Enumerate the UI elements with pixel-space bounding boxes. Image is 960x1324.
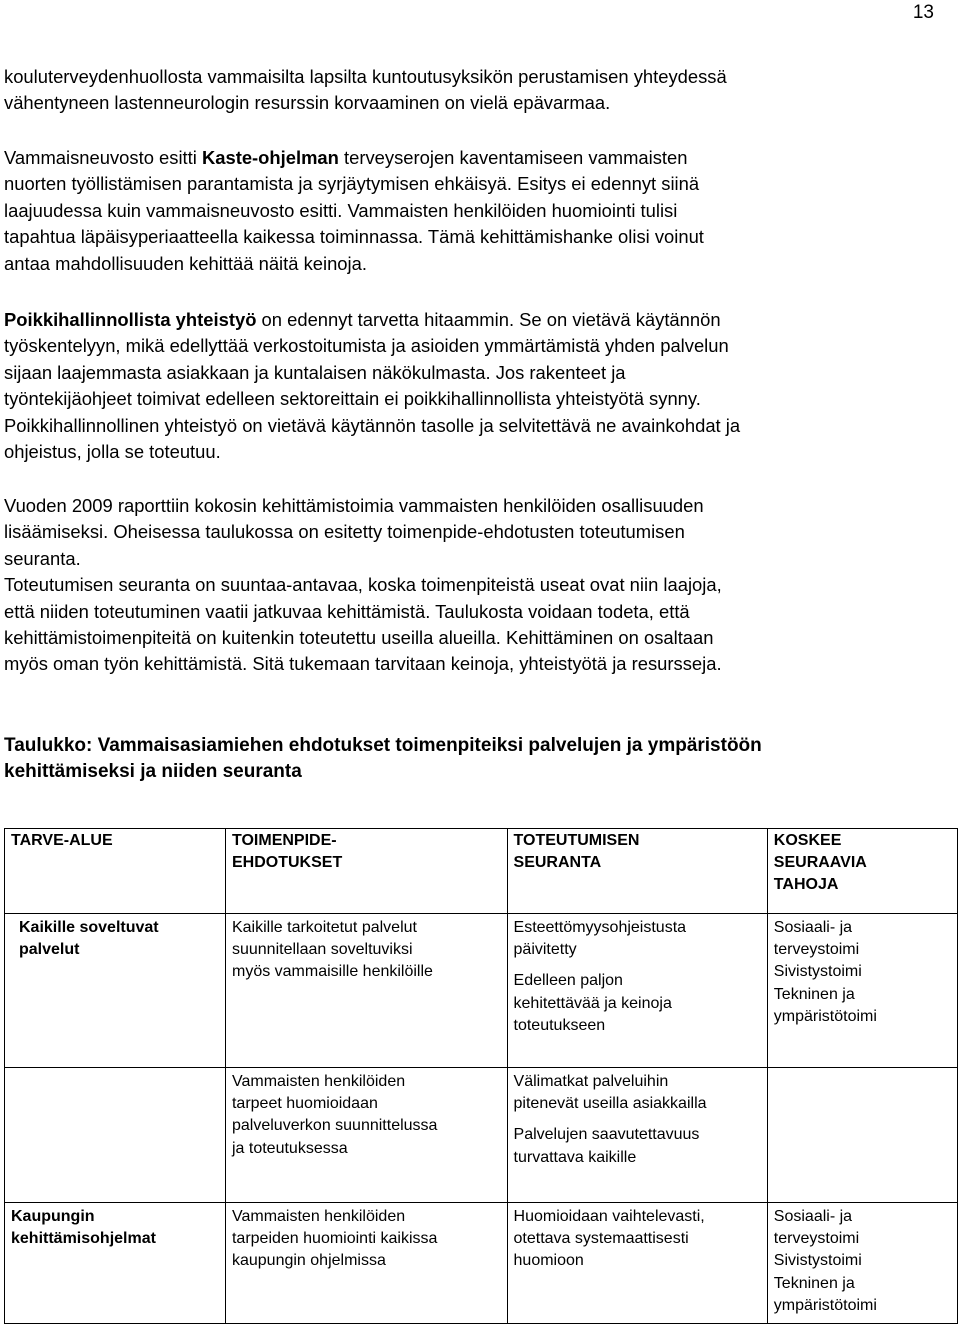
text-line: myös oman työn kehittämistä. Sitä tukemaan tarvitaan keinoja, yhteistyötä ja resursseja. — [4, 653, 722, 675]
cell-text: suunnitellaan soveltuviksi — [231, 941, 413, 959]
page-number: 13 — [912, 2, 934, 23]
cell-followup — [507, 914, 767, 1068]
cell-text: terveystoimi — [773, 941, 860, 959]
cell-text: Tekninen ja — [773, 985, 855, 1003]
cell-text: Tekninen ja — [773, 1274, 855, 1292]
paragraph-3 — [4, 307, 939, 465]
text-segment: Vammaisneuvosto esitti — [4, 147, 202, 168]
cell-text: Vammaisten henkilöiden — [231, 1208, 406, 1225]
table-row — [5, 1203, 958, 1324]
cell-text: Kaikille soveltuvat — [19, 919, 159, 936]
cell-text: myös vammaisille henkilöille — [231, 963, 433, 981]
header-text: SEURAAVIA — [773, 854, 867, 872]
cell-text: Kaikille tarkoitetut palvelut — [231, 919, 417, 936]
cell-text: Palvelujen saavutettavuus — [513, 1126, 700, 1144]
cell-text: kaupungin ohjelmissa — [231, 1252, 386, 1270]
table-row — [5, 1068, 958, 1203]
cell-text: ympäristötoimi — [773, 1296, 877, 1314]
header-text: TARVE-ALUE — [11, 832, 113, 849]
header-area — [5, 829, 226, 914]
header-text: EHDOTUKSET — [231, 854, 343, 872]
cell-text: ympäristötoimi — [773, 1007, 877, 1025]
table-title — [4, 733, 939, 786]
text-line: että niiden toteutuminen vaatii jatkuvaa kehittämistä. Taulukosta voidaan todeta, että — [4, 600, 690, 622]
cell-text: Esteettömyysohjeistusta — [513, 919, 687, 936]
cell-text: Sivistystoimi — [773, 1252, 862, 1270]
cell-text: huomioon — [513, 1252, 584, 1270]
text-line — [4, 145, 939, 171]
cell-proposal — [225, 1203, 507, 1324]
cell-area — [5, 1068, 226, 1203]
cell-parties — [767, 1203, 957, 1324]
bold-term-poikkihallinnollista: Poikkihallinnollista yhteistyö — [4, 309, 257, 330]
cell-text: ja toteutuksessa — [231, 1139, 348, 1157]
followup-table — [4, 828, 958, 1324]
header-text: TAHOJA — [773, 876, 839, 894]
cell-text: Edelleen paljon — [513, 972, 623, 990]
cell-text: Sosiaali- ja — [773, 1208, 853, 1225]
text-line: lisäämiseksi. Oheisessa taulukossa on esitetty toimenpide-ehdotusten toteutumisen — [4, 521, 685, 543]
cell-text: terveystoimi — [773, 1230, 860, 1248]
paragraph-1 — [4, 64, 939, 117]
paragraph-2 — [4, 145, 939, 277]
text-line: kehittämistoimenpiteitä on kuitenkin toteutettu useilla alueilla. Kehittäminen on osaltaan — [4, 627, 714, 649]
cell-text: kehitettävää ja keinoja — [513, 994, 672, 1012]
cell-proposal — [225, 914, 507, 1068]
text-segment: on edennyt tarvetta hitaammin. Se on vietävä käytännön — [256, 309, 721, 330]
cell-text: Välimatkat palveluihin — [513, 1073, 669, 1090]
cell-text: otettava systemaattisesti — [513, 1230, 689, 1248]
cell-parties — [767, 914, 957, 1068]
cell-text: Kaupungin — [11, 1208, 95, 1225]
paragraph-4 — [4, 493, 939, 678]
cell-text: Sivistystoimi — [773, 963, 862, 981]
table-row — [5, 914, 958, 1068]
table-header-row — [5, 829, 958, 914]
header-text: TOIMENPIDE- — [231, 832, 337, 849]
cell-proposal — [225, 1068, 507, 1203]
text-line: kouluterveydenhuollosta vammaisilta lapsilta kuntoutusyksikön perustamisen yhteydessä — [4, 66, 727, 87]
cell-text: tarpeet huomioidaan — [231, 1095, 378, 1113]
cell-area — [5, 1203, 226, 1324]
text-line: tapahtua läpäisyperiaatteella kaikessa toiminnassa. Tämä kehittämishanke olisi voinut — [4, 226, 704, 248]
cell-area — [5, 914, 226, 1068]
header-parties — [767, 829, 957, 914]
text-segment: terveyserojen kaventamiseen vammaisten — [338, 147, 688, 168]
text-line: sijaan laajemmasta asiakkaan ja kuntalaisen näkökulmasta. Jos rakenteet ja — [4, 361, 626, 383]
table-title-line: kehittämiseksi ja niiden seuranta — [4, 761, 302, 783]
cell-text: palveluverkon suunnittelussa — [231, 1117, 438, 1135]
cell-parties — [767, 1068, 957, 1203]
cell-followup — [507, 1203, 767, 1324]
cell-text: pitenevät useilla asiakkailla — [513, 1095, 707, 1113]
cell-text: turvattava kaikille — [513, 1148, 637, 1166]
header-followup — [507, 829, 767, 914]
cell-text: päivitetty — [513, 941, 577, 959]
cell-text: Vammaisten henkilöiden — [231, 1073, 406, 1090]
text-line: antaa mahdollisuuden kehittää näitä keinoja. — [4, 252, 367, 274]
cell-text: Huomioidaan vaihtelevasti, — [513, 1208, 705, 1225]
text-line: Vuoden 2009 raporttiin kokosin kehittämistoimia vammaisten henkilöiden osallisuuden — [4, 495, 704, 516]
table-title-line: Taulukko: Vammaisasiamiehen ehdotukset toimenpiteiksi palvelujen ja ympäristöön — [4, 735, 762, 756]
cell-followup — [507, 1068, 767, 1203]
text-line: seuranta. — [4, 547, 81, 569]
cell-text: palvelut — [19, 941, 80, 959]
text-line: työntekijäohjeet toimivat edelleen sektoreittain ei poikkihallinnollista yhteistyötä synny. — [4, 388, 701, 410]
text-line: ohjeistus, jolla se toteutuu. — [4, 441, 221, 463]
text-line: Poikkihallinnollinen yhteistyö on vietävä käytännön tasolle ja selvitettävä ne avainkohdat ja — [4, 414, 741, 436]
cell-text: toteutukseen — [513, 1016, 606, 1034]
header-text: KOSKEE — [773, 832, 842, 849]
cell-text: kehittämisohjelmat — [11, 1230, 156, 1248]
header-text: SEURANTA — [513, 854, 602, 872]
cell-text: Sosiaali- ja — [773, 919, 853, 936]
cell-text: tarpeiden huomiointi kaikissa — [231, 1230, 438, 1248]
text-line: Toteutumisen seuranta on suuntaa-antavaa, koska toimenpiteistä useat ovat niin laajoja, — [4, 574, 722, 596]
text-line: nuorten työllistämisen parantamista ja syrjäytymisen ehkäisyä. Esitys ei edennyt siinä — [4, 173, 700, 195]
bold-term-kaste: Kaste-ohjelman — [201, 147, 339, 168]
text-line — [4, 307, 939, 333]
header-text: TOTEUTUMISEN — [513, 832, 640, 849]
text-line: laajuudessa kuin vammaisneuvosto esitti. Vammaisten henkilöiden huomiointi tulisi — [4, 199, 678, 221]
text-line: vähentyneen lastenneurologin resurssin korvaaminen on vielä epävarmaa. — [4, 92, 611, 114]
header-proposals — [225, 829, 507, 914]
text-line: työskentelyyn, mikä edellyttää verkostoitumista ja asioiden ymmärtämistä yhden palvelun — [4, 335, 729, 357]
